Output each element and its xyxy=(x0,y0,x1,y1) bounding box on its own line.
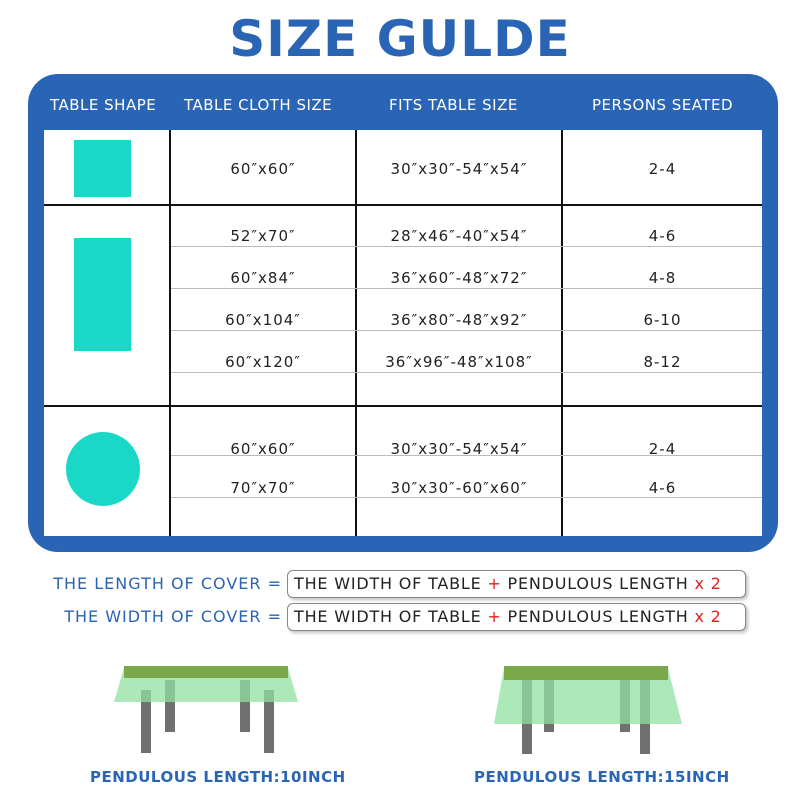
fits-size-cell: 36″x96″-48″x108″ xyxy=(385,353,533,371)
caption-10inch: PENDULOUS LENGTH:10INCH xyxy=(90,768,346,786)
formula-part-pendulous: PENDULOUS LENGTH xyxy=(507,574,689,593)
plus-sign: + xyxy=(487,607,502,626)
length-formula-box xyxy=(287,570,746,598)
round-table-shape xyxy=(66,432,140,506)
row-divider xyxy=(171,246,762,247)
persons-cell: 4-6 xyxy=(648,227,677,245)
cloth-size-cell: 60″x60″ xyxy=(230,160,296,178)
column-divider xyxy=(355,130,357,536)
persons-cell: 8-12 xyxy=(643,353,682,371)
formula-part-width: THE WIDTH OF TABLE xyxy=(294,574,482,593)
plus-sign: + xyxy=(487,574,502,593)
persons-cell: 2-4 xyxy=(648,160,677,178)
square-table-shape xyxy=(74,140,131,197)
cloth-size-cell: 52″x70″ xyxy=(230,227,296,245)
fits-size-cell: 30″x30″-60″x60″ xyxy=(390,479,528,497)
cloth-size-cell: 60″x84″ xyxy=(230,269,296,287)
formula-part-pendulous: PENDULOUS LENGTH xyxy=(507,607,689,626)
persons-cell: 2-4 xyxy=(648,440,677,458)
row-divider xyxy=(171,497,762,498)
tabletop xyxy=(124,666,288,678)
size-table-panel xyxy=(28,74,778,552)
persons-cell: 4-6 xyxy=(648,479,677,497)
caption-15inch: PENDULOUS LENGTH:15INCH xyxy=(474,768,730,786)
cloth-size-cell: 60″x104″ xyxy=(225,311,301,329)
rectangle-table-shape xyxy=(74,238,131,351)
page-title: SIZE GULDE xyxy=(229,10,571,68)
column-divider xyxy=(561,130,563,536)
persons-cell: 6-10 xyxy=(643,311,682,329)
group-divider xyxy=(44,405,762,407)
table-header xyxy=(28,74,778,130)
row-divider xyxy=(171,330,762,331)
group-divider xyxy=(44,204,762,206)
times-two: x 2 xyxy=(694,574,722,593)
cloth-size-cell: 60″x120″ xyxy=(225,353,301,371)
length-formula-label: THE LENGTH OF COVER = xyxy=(53,574,282,593)
times-two: x 2 xyxy=(694,607,722,626)
header-fits-table-size: FITS TABLE SIZE xyxy=(389,96,518,114)
fits-size-cell: 36″x60″-48″x72″ xyxy=(390,269,528,287)
table-15inch-illustration xyxy=(492,660,684,760)
width-formula-label: THE WIDTH OF COVER = xyxy=(64,607,282,626)
column-divider xyxy=(169,130,171,536)
fits-size-cell: 30″x30″-54″x54″ xyxy=(390,440,528,458)
cloth-size-cell: 60″x60″ xyxy=(230,440,296,458)
header-table-shape: TABLE SHAPE xyxy=(50,96,157,114)
formula-part-width: THE WIDTH OF TABLE xyxy=(294,607,482,626)
fits-size-cell: 28″x46″-40″x54″ xyxy=(390,227,528,245)
fits-size-cell: 30″x30″-54″x54″ xyxy=(390,160,528,178)
header-table-cloth-size: TABLE CLOTH SIZE xyxy=(184,96,333,114)
row-divider xyxy=(171,372,762,373)
size-table xyxy=(44,130,762,536)
table-10inch-illustration xyxy=(110,660,300,760)
tabletop xyxy=(504,666,668,680)
fits-size-cell: 36″x80″-48″x92″ xyxy=(390,311,528,329)
row-divider xyxy=(171,288,762,289)
width-formula-box xyxy=(287,603,746,631)
header-persons-seated: PERSONS SEATED xyxy=(592,96,734,114)
persons-cell: 4-8 xyxy=(648,269,677,287)
cloth-size-cell: 70″x70″ xyxy=(230,479,296,497)
